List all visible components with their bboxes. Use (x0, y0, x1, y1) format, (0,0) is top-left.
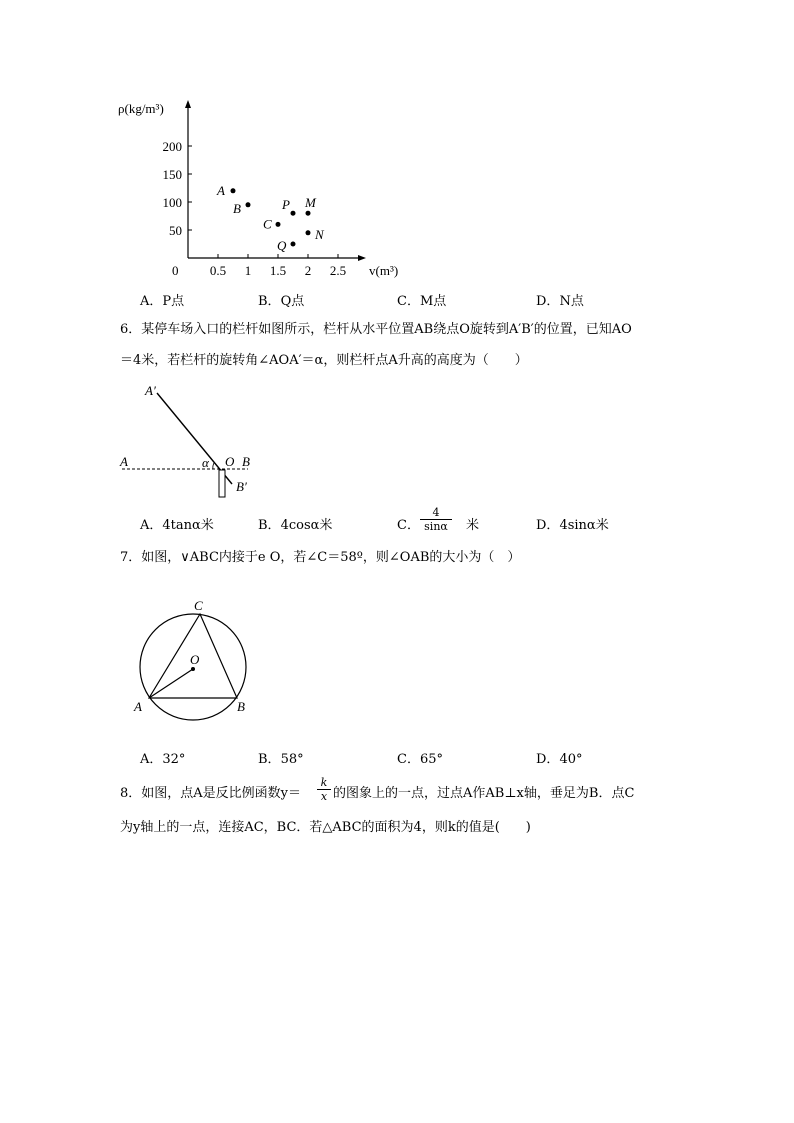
q6-option-c-letter: C． (397, 518, 420, 533)
q5-option-a-letter: A． (140, 294, 163, 309)
q7-option-c[interactable] (397, 748, 443, 767)
segment-oa (149, 669, 193, 698)
point-label-b: B (233, 200, 241, 216)
q8-fraction-k-over-x (317, 776, 331, 803)
q7-option-b-letter: B． (258, 752, 281, 767)
q7-option-b-text: 58° (280, 752, 304, 767)
q7-option-d-letter: D． (536, 752, 560, 767)
q8-stem-line1-part1: 8．如图，点A是反比例函数y＝ (120, 786, 302, 801)
x-tick-label: 1 (244, 263, 252, 278)
q7-option-a[interactable] (140, 748, 185, 767)
q6-option-c-numerator: 4 (420, 506, 452, 520)
q8-fraction-numerator: k (317, 776, 331, 790)
x-tick-label: 0.5 (209, 263, 227, 278)
label-a: A (134, 699, 142, 714)
label-b-prime: B′ (236, 479, 247, 494)
q7-option-c-text: 65° (419, 752, 443, 767)
q5-option-b-text: Q点 (280, 294, 305, 309)
point-label-p: P (282, 197, 290, 213)
q6-option-d-text: 4sinα米 (559, 518, 609, 533)
q7-option-b[interactable] (258, 748, 304, 767)
q5-option-a-text: P点 (162, 294, 185, 309)
label-b: B (237, 699, 245, 714)
x-tick-label: 1.5 (269, 263, 287, 278)
x-tick-label: 2.5 (329, 263, 347, 278)
q5-option-c-letter: C． (397, 294, 420, 309)
q5-option-c-text: M点 (419, 294, 447, 309)
q5-option-b-letter: B． (258, 294, 281, 309)
x-axis-label: v(m³) (369, 263, 399, 278)
q7-option-c-letter: C． (397, 752, 420, 767)
label-a: A (120, 454, 128, 469)
origin-label: 0 (172, 263, 179, 278)
q7-option-d[interactable] (536, 748, 582, 767)
q6-option-b-text: 4cosα米 (280, 518, 333, 533)
q6-option-b-letter: B． (258, 518, 281, 533)
q6-option-c-denominator: sinα (424, 520, 448, 533)
y-axis-label: ρ(kg/m³) (118, 101, 164, 116)
y-tick-label: 50 (169, 223, 182, 238)
label-b: B (242, 454, 250, 469)
q5-option-d-letter: D． (536, 294, 560, 309)
label-c: C (194, 598, 203, 613)
q8-stem-line2: 为y轴上的一点，连接AC，BC．若△ABC的面积为4，则k的值是( ) (120, 820, 531, 835)
q6-option-d-letter: D． (536, 518, 560, 533)
q6-stem-line2: ＝4米，若栏杆的旋转角∠AOA′＝α，则栏杆点A升高的高度为（ ） (120, 353, 528, 368)
label-a-prime: A′ (145, 383, 156, 398)
q6-option-a-letter: A． (140, 518, 163, 533)
q6-option-a-text: 4tanα米 (162, 518, 214, 533)
point-label-m: M (305, 195, 316, 211)
y-tick-label: 150 (162, 167, 182, 182)
center-point-o (191, 667, 195, 671)
q6-option-c-unit: 米 (466, 518, 480, 533)
q7-option-a-letter: A． (140, 752, 163, 767)
label-o: O (190, 652, 200, 667)
point-label-c: C (263, 216, 272, 232)
label-alpha: α (202, 455, 209, 470)
y-tick-label: 200 (162, 139, 182, 154)
q8-stem-line1-part2: 的图象上的一点，过点A作AB⊥x轴，垂足为B．点C (333, 786, 635, 801)
q8-fraction-denominator: x (320, 790, 328, 803)
q7-stem: 7．如图，∨ABC内接于e O，若∠C＝58º，则∠OAB的大小为（ ） (120, 550, 521, 565)
label-o: O (225, 454, 235, 469)
q7-option-a-text: 32° (162, 752, 186, 767)
q7-option-d-text: 40° (559, 752, 583, 767)
point-label-a: A (217, 182, 225, 198)
y-tick-label: 100 (162, 195, 182, 210)
x-tick-label: 2 (304, 263, 312, 278)
q6-stem-line1: 6．某停车场入口的栏杆如图所示，栏杆从水平位置AB绕点O旋转到A′B′的位置，已知AO (120, 322, 632, 337)
q5-option-d-text: N点 (559, 294, 584, 309)
point-label-q: Q (277, 238, 287, 253)
point-label-n: N (315, 226, 324, 242)
